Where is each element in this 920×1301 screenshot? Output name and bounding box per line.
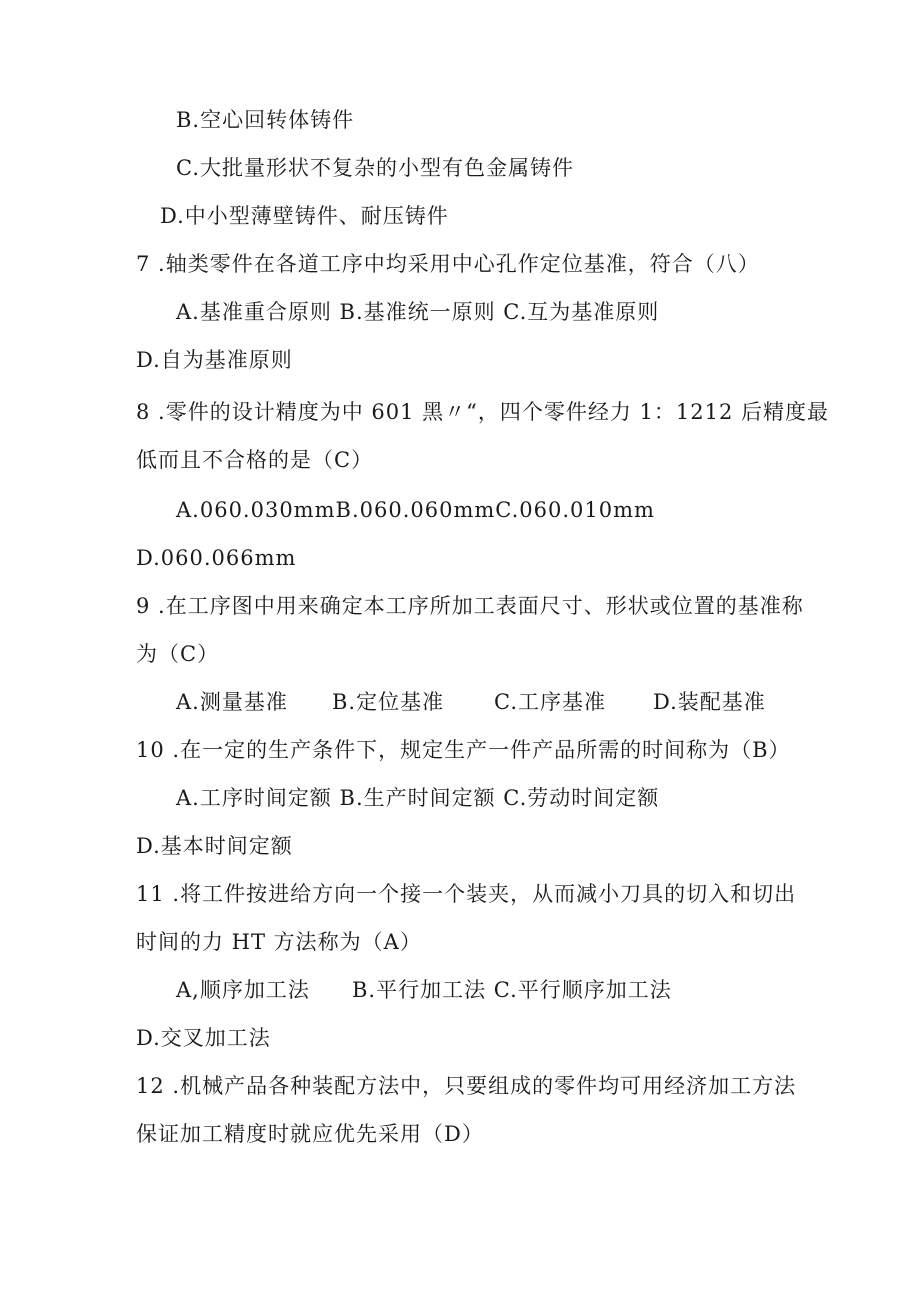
question-11-line-2: 时间的力 HT 方法称为（A） [136,930,422,954]
question-7-options-abc: A.基准重合原则 B.基准统一原则 C.互为基准原则 [176,300,660,324]
question-8-options-abc: A.060.030mmB.060.060mmC.060.010mm [176,498,655,522]
question-10-option-d: D.基本时间定额 [136,834,293,858]
question-11-options-bc: B.平行加工法 C.平行顺序加工法 [352,978,672,1002]
question-8-line-2: 低而且不合格的是（C） [136,448,374,472]
question-12-line-1: 12 .机械产品各种装配方法中，只要组成的零件均可用经济加工方法 [136,1074,797,1098]
question-11-option-a: A,顺序加工法 [176,978,310,1002]
question-11-option-d: D.交叉加工法 [136,1026,271,1050]
question-9-line-1: 9 .在工序图中用来确定本工序所加工表面尺寸、形状或位置的基准称 [136,594,804,618]
question-9-option-a: A.测量基准 [176,690,288,714]
question-9-option-b: B.定位基准 [332,690,445,714]
option-b-hollow-casting: B.空心回转体铸件 [176,108,355,132]
option-d-thin-wall-casting: D.中小型薄壁铸件、耐压铸件 [160,204,449,228]
question-10-options-abc: A.工序时间定额 B.生产时间定额 C.劳动时间定额 [176,786,660,810]
question-9-option-c: C.工序基准 [494,690,606,714]
question-7-option-d: D.自为基准原则 [136,348,293,372]
question-9-option-d: D.装配基准 [653,690,766,714]
question-8-option-d: D.060.066mm [136,546,297,570]
question-9-line-2: 为（C） [136,642,220,666]
question-10: 10 .在一定的生产条件下，规定生产一件产品所需的时间称为（B） [136,738,791,762]
question-12-line-2: 保证加工精度时就应优先采用（D） [136,1122,484,1146]
option-c-nonferrous-casting: C.大批量形状不复杂的小型有色金属铸件 [176,156,574,180]
question-7: 7 .轴类零件在各道工序中均采用中心孔作定位基准，符合（八） [136,252,760,276]
question-8-line-1: 8 .零件的设计精度为中 601 黑〃“，四个零件经力 1：1212 后精度最 [136,400,830,424]
question-11-line-1: 11 .将工件按进给方向一个接一个装夹，从而减小刀具的切入和切出 [136,882,797,906]
